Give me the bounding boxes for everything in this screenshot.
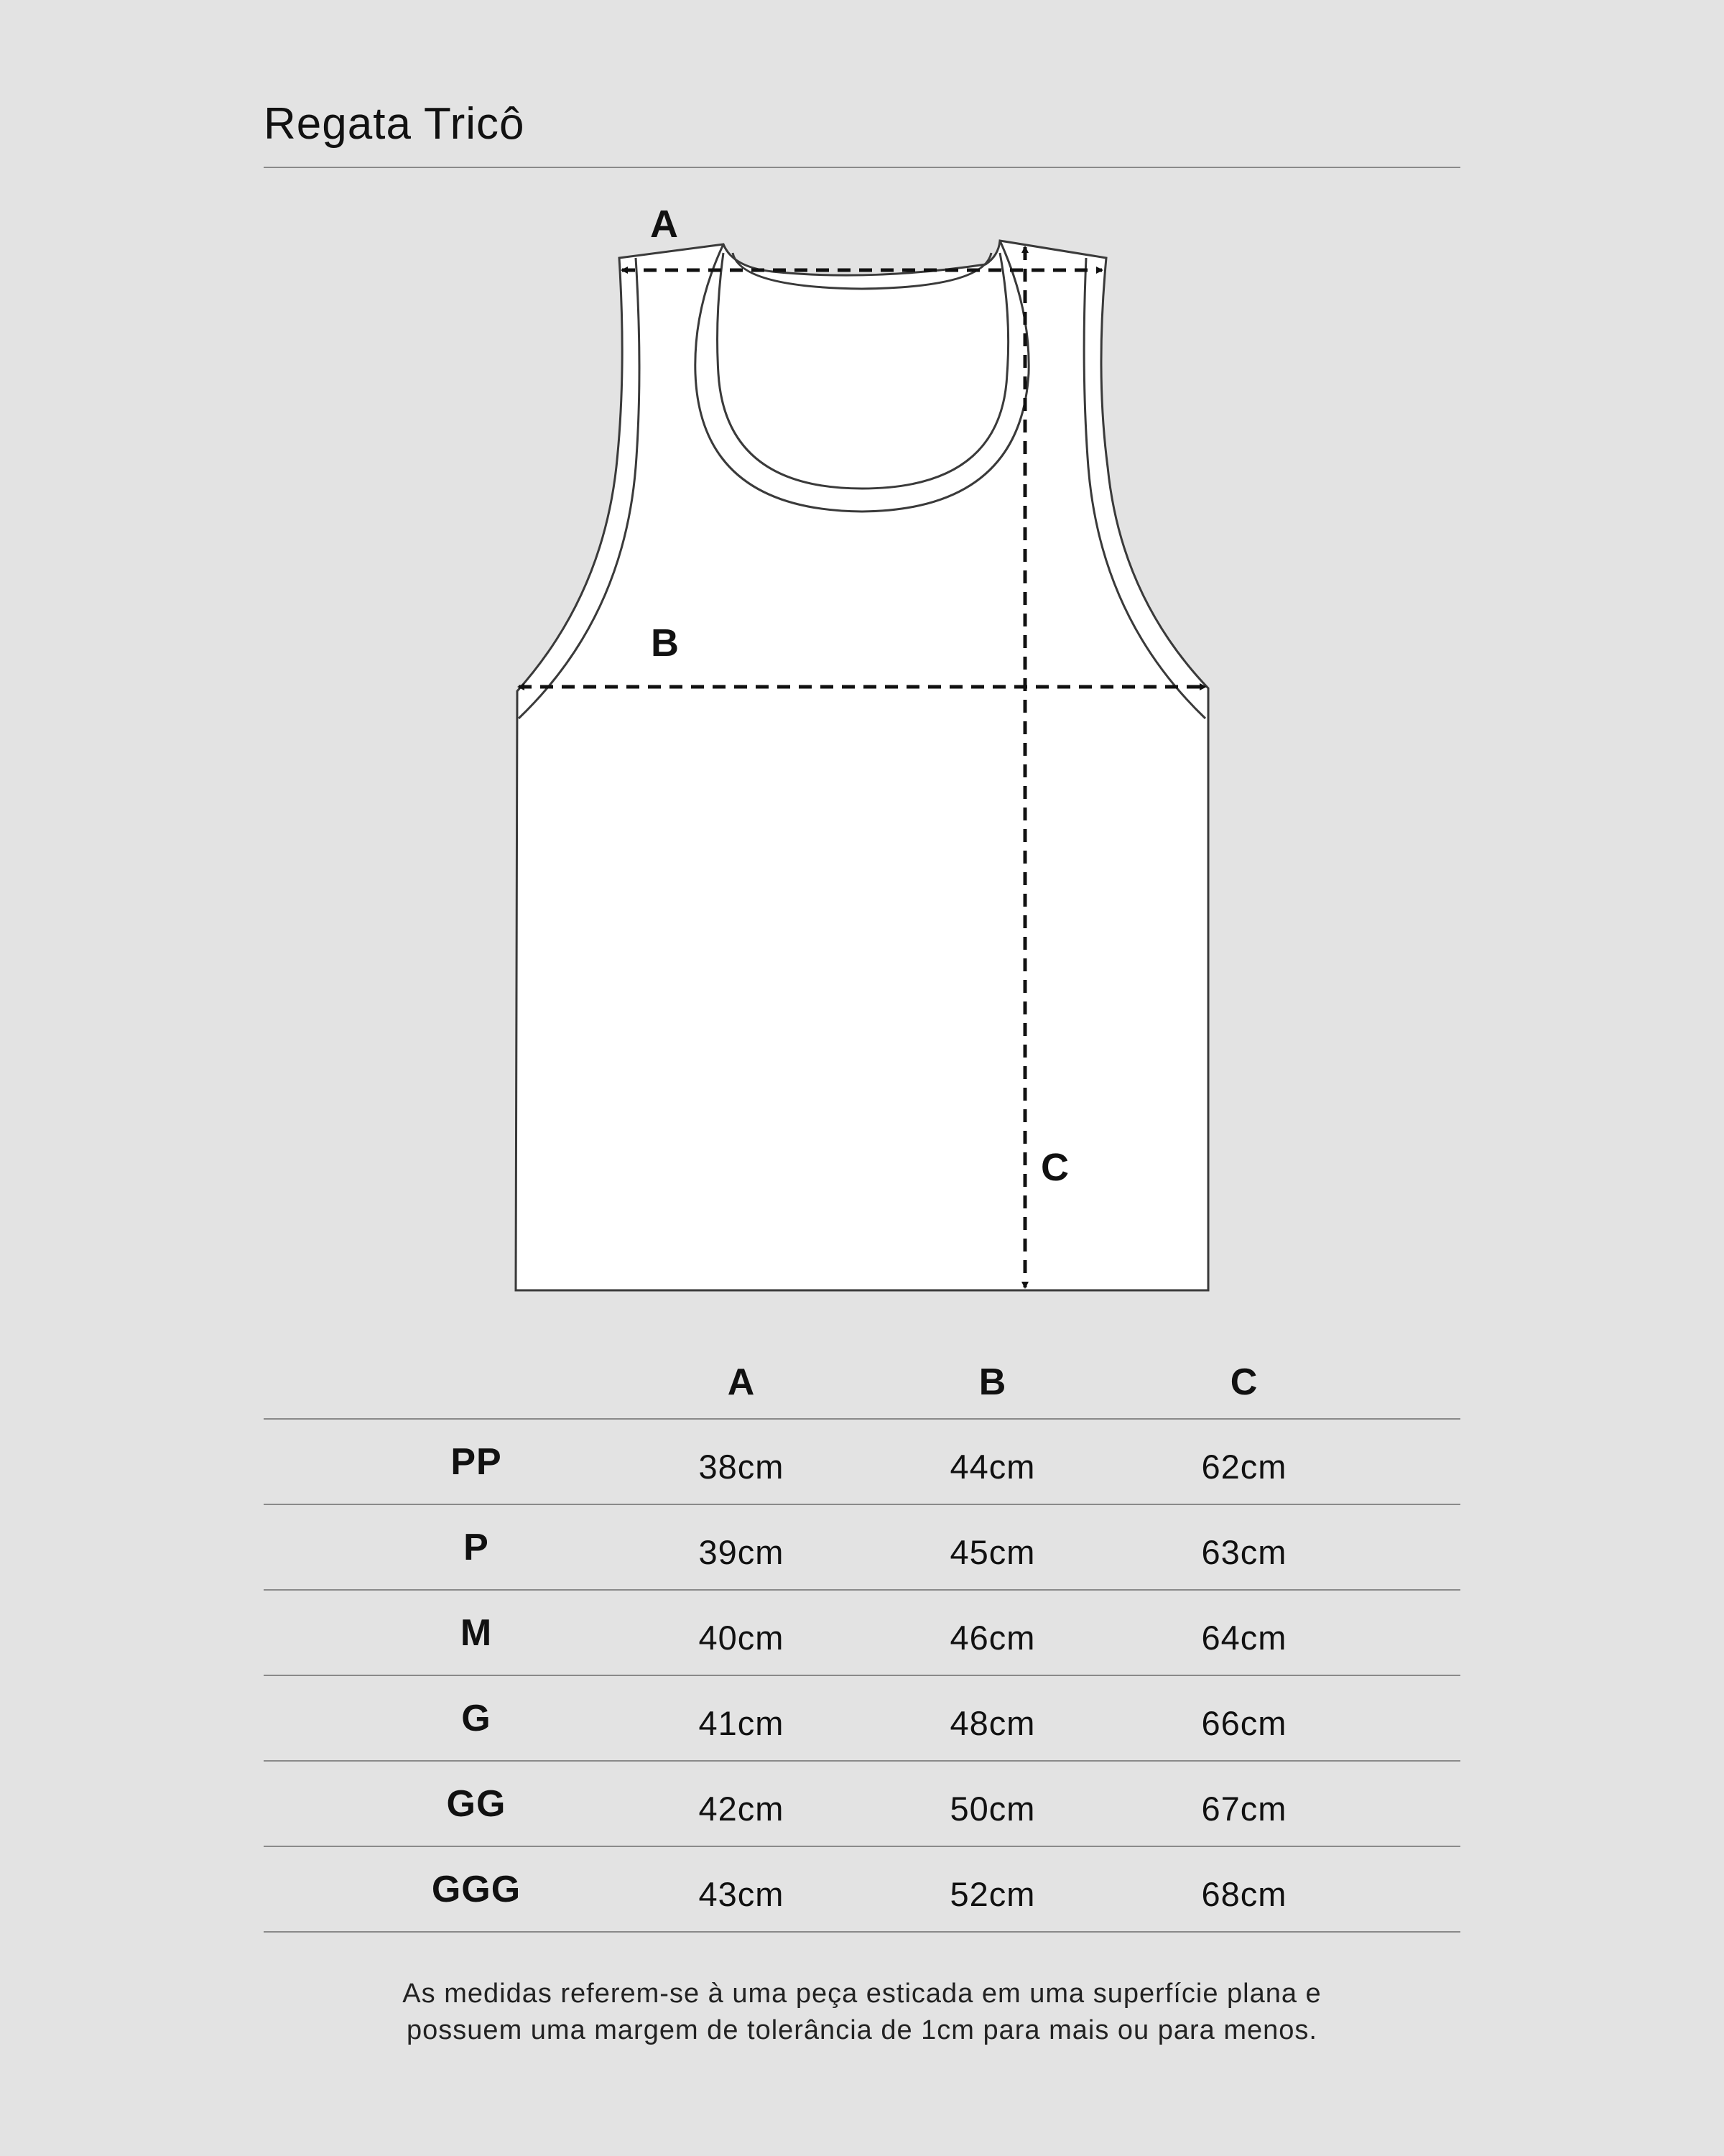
- table-row: [264, 1676, 1460, 1762]
- value-c: 68cm: [1201, 1875, 1287, 1913]
- value-a: 41cm: [698, 1704, 784, 1742]
- value-c: 64cm: [1201, 1619, 1287, 1657]
- value-c: 63cm: [1201, 1533, 1287, 1571]
- value-b: 52cm: [950, 1875, 1036, 1913]
- table-row: [264, 1591, 1460, 1676]
- measure-c-label: C: [1041, 1146, 1069, 1189]
- measurement-note-line-1: As medidas referem-se à uma peça esticada em uma superfície plana e: [402, 1979, 1322, 2009]
- table-header: [264, 1336, 1460, 1420]
- table-row: [264, 1505, 1460, 1591]
- size-label: PP: [450, 1440, 502, 1483]
- size-label: P: [463, 1526, 489, 1568]
- value-b: 46cm: [950, 1619, 1036, 1657]
- table-row: [264, 1847, 1460, 1933]
- size-label: GGG: [431, 1868, 522, 1910]
- value-a: 43cm: [698, 1875, 784, 1913]
- measurement-note: [264, 1976, 1460, 2049]
- value-b: 50cm: [950, 1790, 1036, 1828]
- value-a: 40cm: [698, 1619, 784, 1657]
- measurement-note-line-2: possuem uma margem de tolerância de 1cm para mais ou para menos.: [407, 2015, 1317, 2045]
- value-c: 66cm: [1201, 1704, 1287, 1742]
- size-label: GG: [446, 1782, 506, 1825]
- header-a: A: [727, 1361, 756, 1403]
- size-label: G: [461, 1697, 491, 1739]
- value-c: 67cm: [1201, 1790, 1287, 1828]
- value-a: 39cm: [698, 1533, 784, 1571]
- garment-outline: [516, 241, 1208, 1290]
- size-label: M: [460, 1611, 493, 1654]
- value-a: 42cm: [698, 1790, 784, 1828]
- value-b: 44cm: [950, 1448, 1036, 1486]
- header-b: B: [978, 1361, 1007, 1403]
- value-b: 45cm: [950, 1533, 1036, 1571]
- value-a: 38cm: [698, 1448, 784, 1486]
- header-c: C: [1230, 1361, 1259, 1403]
- table-row: [264, 1420, 1460, 1505]
- size-table: [264, 1336, 1460, 1933]
- table-row: [264, 1762, 1460, 1847]
- measure-b-label: B: [651, 621, 679, 665]
- value-b: 48cm: [950, 1704, 1036, 1742]
- page-title: Regata Tricô: [264, 99, 525, 149]
- value-c: 62cm: [1201, 1448, 1287, 1486]
- measure-a-label: A: [650, 203, 678, 246]
